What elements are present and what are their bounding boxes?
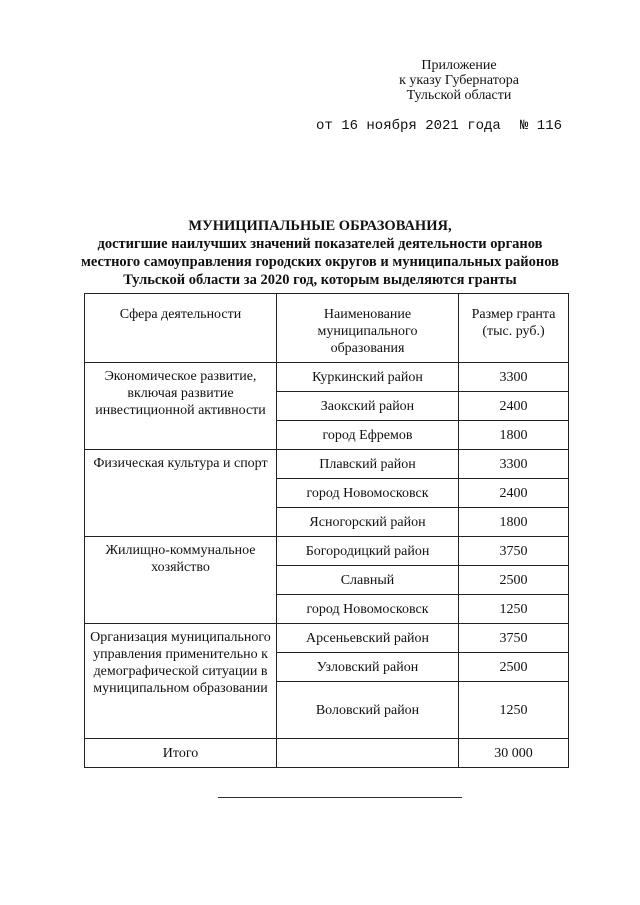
grant-amount-cell: 3750 [459,624,569,653]
grant-amount-cell: 3750 [459,537,569,566]
total-label: Итого [85,739,277,768]
decree-number: № 116 [520,118,563,134]
title-line: МУНИЦИПАЛЬНЫЕ ОБРАЗОВАНИЯ, [188,218,452,234]
title-line: местного самоуправления городских округов и муниципальных районов [81,254,559,270]
total-amount: 30 000 [459,739,569,768]
municipality-cell: Ясногорский район [277,508,459,537]
municipality-cell: город Новомосковск [277,479,459,508]
header-municipality: Наименование муниципального образования [277,294,459,363]
grant-amount-cell: 2500 [459,566,569,595]
municipality-cell: город Новомосковск [277,595,459,624]
municipality-cell: Узловский район [277,653,459,682]
municipality-cell: Арсеньевский район [277,624,459,653]
table-header-row [85,294,569,363]
grant-amount-cell: 3300 [459,363,569,392]
decree-date: от 16 ноября 2021 года [316,118,501,134]
grant-amount-cell: 3300 [459,450,569,479]
municipality-cell: Богородицкий район [277,537,459,566]
appendix-line: к указу Губернатора [399,73,519,88]
municipality-cell: Славный [277,566,459,595]
grant-amount-cell: 2500 [459,653,569,682]
table-row [85,450,569,479]
municipality-cell: Заокский район [277,392,459,421]
total-municipality-cell [277,739,459,768]
document-title [60,217,580,289]
municipality-cell: Плавский район [277,450,459,479]
grant-amount-cell: 1250 [459,595,569,624]
sphere-cell: Экономическое развитие, включая развитие инвестиционной активности [85,363,277,450]
table-row [85,537,569,566]
header-grant-amount: Размер гранта (тыс. руб.) [459,294,569,363]
total-row [85,739,569,768]
appendix-line: Тульской области [406,88,512,103]
title-line: достигшие наилучших значений показателей деятельности органов [97,236,543,252]
appendix-line: Приложение [421,58,497,73]
sphere-cell: Физическая культура и спорт [85,450,277,537]
sphere-cell: Организация муниципального управления применительно к демографической ситуации в муниципальном образовании [85,624,277,739]
header-sphere: Сфера деятельности [85,294,277,363]
municipality-cell: Воловский район [277,682,459,739]
title-line: Тульской области за 2020 год, которым выделяются гранты [123,272,517,288]
table-row [85,363,569,392]
table-row [85,624,569,653]
grant-amount-cell: 2400 [459,392,569,421]
sphere-cell: Жилищно-коммунальное хозяйство [85,537,277,624]
grant-amount-cell: 2400 [459,479,569,508]
municipality-cell: город Ефремов [277,421,459,450]
grant-amount-cell: 1800 [459,421,569,450]
appendix-header [384,58,534,103]
municipality-cell: Куркинский район [277,363,459,392]
grant-amount-cell: 1250 [459,682,569,739]
grants-table [84,293,569,768]
grant-amount-cell: 1800 [459,508,569,537]
closing-divider [218,797,462,798]
